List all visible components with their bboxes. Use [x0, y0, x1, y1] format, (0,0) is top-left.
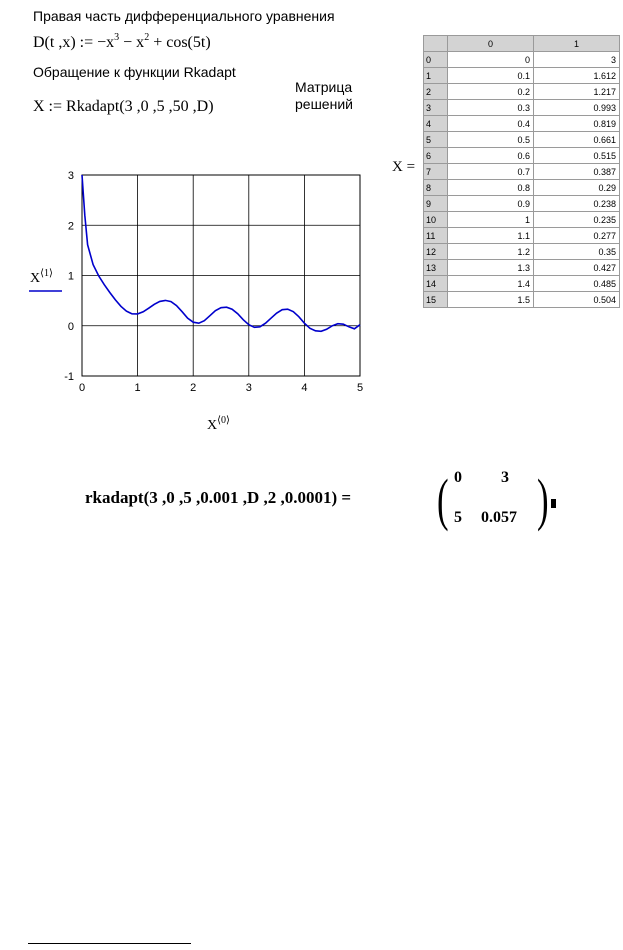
- solution-plot: [0, 0, 623, 440]
- section-title: Правая часть дифференциального уравнения: [33, 8, 335, 24]
- series-line: [82, 175, 360, 331]
- matrix-row-index: 2: [424, 84, 448, 100]
- matrix-row-index: 6: [424, 148, 448, 164]
- result-m22: 0.057: [481, 509, 517, 526]
- result-m11: 0: [454, 469, 462, 486]
- matrix-row-index: 11: [424, 228, 448, 244]
- result-right-paren: ): [537, 467, 549, 532]
- matrix-cell: 1.1: [448, 228, 534, 244]
- x-tick-label: 4: [301, 382, 308, 394]
- def-exp2: 2: [144, 32, 150, 43]
- matrix-cell: 0.1: [448, 68, 534, 84]
- matrix-row-index: 4: [424, 116, 448, 132]
- y-axis-label: [30, 268, 53, 286]
- matrix-cell: 0.2: [448, 84, 534, 100]
- matrix-cell: 1.612: [534, 68, 620, 84]
- matrix-row-index: 10: [424, 212, 448, 228]
- matrix-cell: 0.387: [534, 164, 620, 180]
- rkadapt-call: rkadapt(3 ,0 ,5 ,0.001 ,D ,2 ,0.0001) =: [85, 488, 352, 507]
- y-axis-label-base: X: [30, 271, 41, 286]
- matrix-row-index: 0: [424, 52, 448, 68]
- matrix-cell: 0.3: [448, 100, 534, 116]
- result-left-paren: (: [437, 467, 449, 532]
- matrix-cell: 0.4: [448, 116, 534, 132]
- matrix-row-index: 7: [424, 164, 448, 180]
- def-tail: + cos(5t): [149, 34, 211, 51]
- matrix-cell: 0.5: [448, 132, 534, 148]
- y-tick-label: 1: [67, 270, 74, 283]
- matrix-cell: 0.9: [448, 196, 534, 212]
- x-tick-label: 5: [356, 382, 364, 394]
- matrix-name: X =: [392, 159, 416, 175]
- matrix-cell: 1.5: [448, 292, 534, 308]
- x-tick-label: 1: [134, 382, 141, 394]
- matrix-cell: 0.35: [534, 244, 620, 260]
- def-lhs: D(t ,x) := −x: [33, 34, 115, 51]
- def-mid: − x: [119, 34, 145, 51]
- x-axis-label-base: X: [207, 418, 218, 433]
- matrix-row-index: 9: [424, 196, 448, 212]
- call-expression: X := Rkadapt(3 ,0 ,5 ,50 ,D): [33, 98, 214, 115]
- x-axis-label: [207, 415, 230, 433]
- matrix-row-index: 5: [424, 132, 448, 148]
- matrix-cell: 0.485: [534, 276, 620, 292]
- matrix-cell: 1.2: [448, 244, 534, 260]
- matrix-cell: 1.3: [448, 260, 534, 276]
- matrix-cell: 0.238: [534, 196, 620, 212]
- matrix-label-line1: Матрица: [295, 79, 353, 95]
- matrix-label-line2: решений: [295, 96, 353, 112]
- matrix-cell: 0.6: [448, 148, 534, 164]
- call-label: Обращение к функции Rkadapt: [33, 64, 236, 80]
- matrix-row-index: 13: [424, 260, 448, 276]
- y-tick-label: 0: [67, 320, 74, 333]
- result-m12: 3: [501, 469, 509, 486]
- matrix-cell: 0.993: [534, 100, 620, 116]
- y-tick-label: -1: [64, 371, 74, 383]
- def-exp1: 3: [114, 32, 120, 43]
- matrix-cell: 0: [448, 52, 534, 68]
- x-tick-label: 2: [190, 382, 197, 394]
- x-tick-label: 0: [78, 382, 86, 394]
- result-m21: 5: [454, 509, 462, 526]
- matrix-cell: 0.819: [534, 116, 620, 132]
- matrix-cell: 0.29: [534, 180, 620, 196]
- footnote-rule: [28, 943, 191, 944]
- y-axis-label-sup: ⟨1⟩: [40, 268, 53, 279]
- matrix-cell: 1.217: [534, 84, 620, 100]
- matrix-row-index: 3: [424, 100, 448, 116]
- cursor-marker: [551, 499, 556, 508]
- y-tick-label: 2: [67, 220, 74, 233]
- matrix-cell: 0.515: [534, 148, 620, 164]
- x-axis-label-sup: ⟨0⟩: [217, 415, 230, 426]
- matrix-row-index: 12: [424, 244, 448, 260]
- matrix-cell: 0.504: [534, 292, 620, 308]
- matrix-row-index: 8: [424, 180, 448, 196]
- matrix-cell: 1: [448, 212, 534, 228]
- x-tick-label: 3: [245, 382, 252, 394]
- matrix-row-index: 1: [424, 68, 448, 84]
- matrix-col-header: 1: [534, 36, 620, 52]
- matrix-cell: 0.661: [534, 132, 620, 148]
- matrix-cell: 0.277: [534, 228, 620, 244]
- matrix-cell: 0.8: [448, 180, 534, 196]
- matrix-cell: 0.7: [448, 164, 534, 180]
- matrix-cell: 3: [534, 52, 620, 68]
- matrix-row-index: 15: [424, 292, 448, 308]
- matrix-row-index: 14: [424, 276, 448, 292]
- matrix-cell: 0.427: [534, 260, 620, 276]
- y-tick-label: 3: [67, 170, 74, 182]
- matrix-cell: 0.235: [534, 212, 620, 228]
- matrix-col-header: 0: [448, 36, 534, 52]
- matrix-cell: 1.4: [448, 276, 534, 292]
